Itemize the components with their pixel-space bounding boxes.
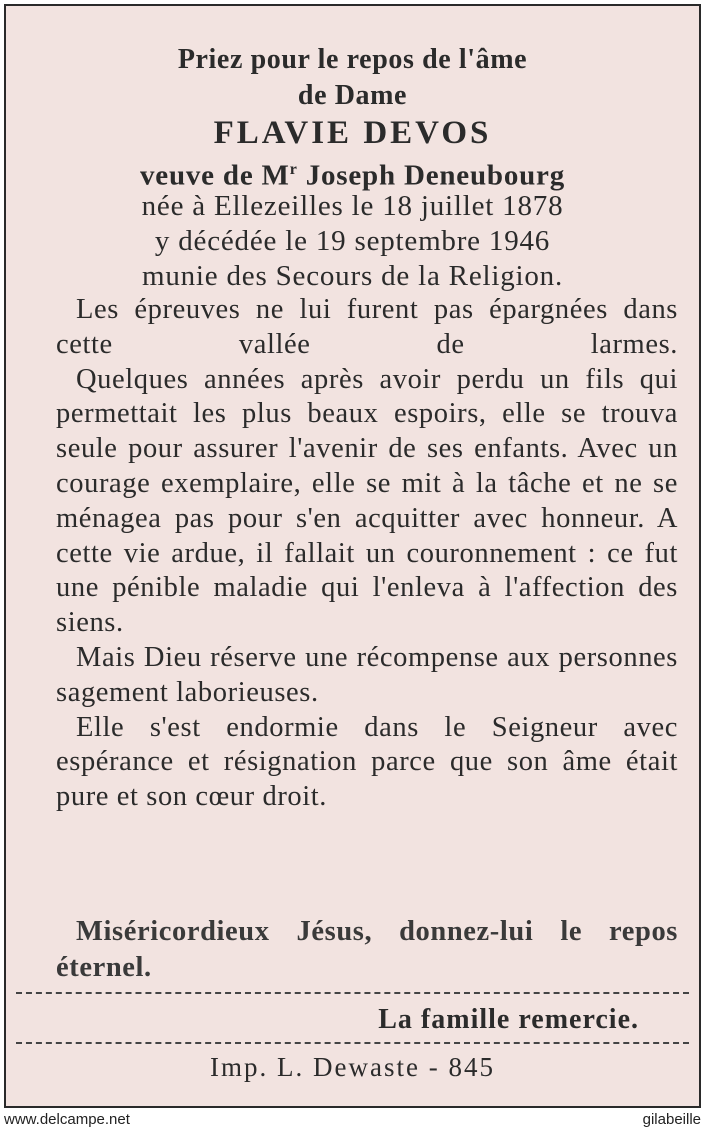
footer-site: www.delcampe.net	[4, 1111, 130, 1128]
header-line-1: Priez pour le repos de l'âme	[177, 44, 528, 75]
footer-seller: gilabeille	[642, 1111, 701, 1128]
card-body	[56, 293, 678, 815]
card-header	[6, 42, 699, 152]
death-line: y décédée le 19 septembre 1946	[154, 225, 551, 257]
paragraph-1: Les épreuves ne lui furent pas épargnées dans cette vallée de larmes.	[56, 294, 678, 360]
family-thanks: La famille remercie.	[378, 1004, 639, 1035]
closing-prayer: Miséricordieux Jésus, donnez-lui le repos éternel.	[56, 916, 678, 983]
widow-prefix: veuve de M	[139, 159, 290, 192]
header-line-2: de Dame	[297, 80, 408, 111]
paragraph-4: Elle s'est endormie dans le Seigneur avec espérance et résignation parce que son âme était pure et son cœur droit.	[56, 711, 678, 813]
sacraments-line: munie des Secours de la Religion.	[141, 260, 564, 292]
widow-sup: r	[289, 161, 298, 178]
paragraph-3: Mais Dieu réserve une récompense aux personnes sagement laborieuses.	[56, 641, 678, 708]
birth-line: née à Ellezeilles le 18 juillet 1878	[141, 190, 564, 222]
divider-top	[16, 992, 689, 994]
printer-credit: Imp. L. Dewaste - 845	[210, 1052, 495, 1082]
paragraph-2: Quelques années après avoir perdu un fils qui permettait les plus beaux espoirs, elle se trouva seule pour assurer l'avenir de ses enfants. Avec un courage exemplaire, elle se mit à la tâche et ne se ménagea pas pour s'en acquitter avec honneur. A cette vie ardue, il fallait un couronnement : ce fut une pénible maladie qui l'enleva à l'affection des siens.	[56, 363, 678, 639]
footer-bar	[0, 1110, 707, 1130]
divider-bottom	[16, 1042, 689, 1044]
memorial-card	[4, 4, 701, 1108]
deceased-name: FLAVIE DEVOS	[213, 115, 492, 151]
husband-name: Joseph Deneubourg	[305, 159, 566, 192]
